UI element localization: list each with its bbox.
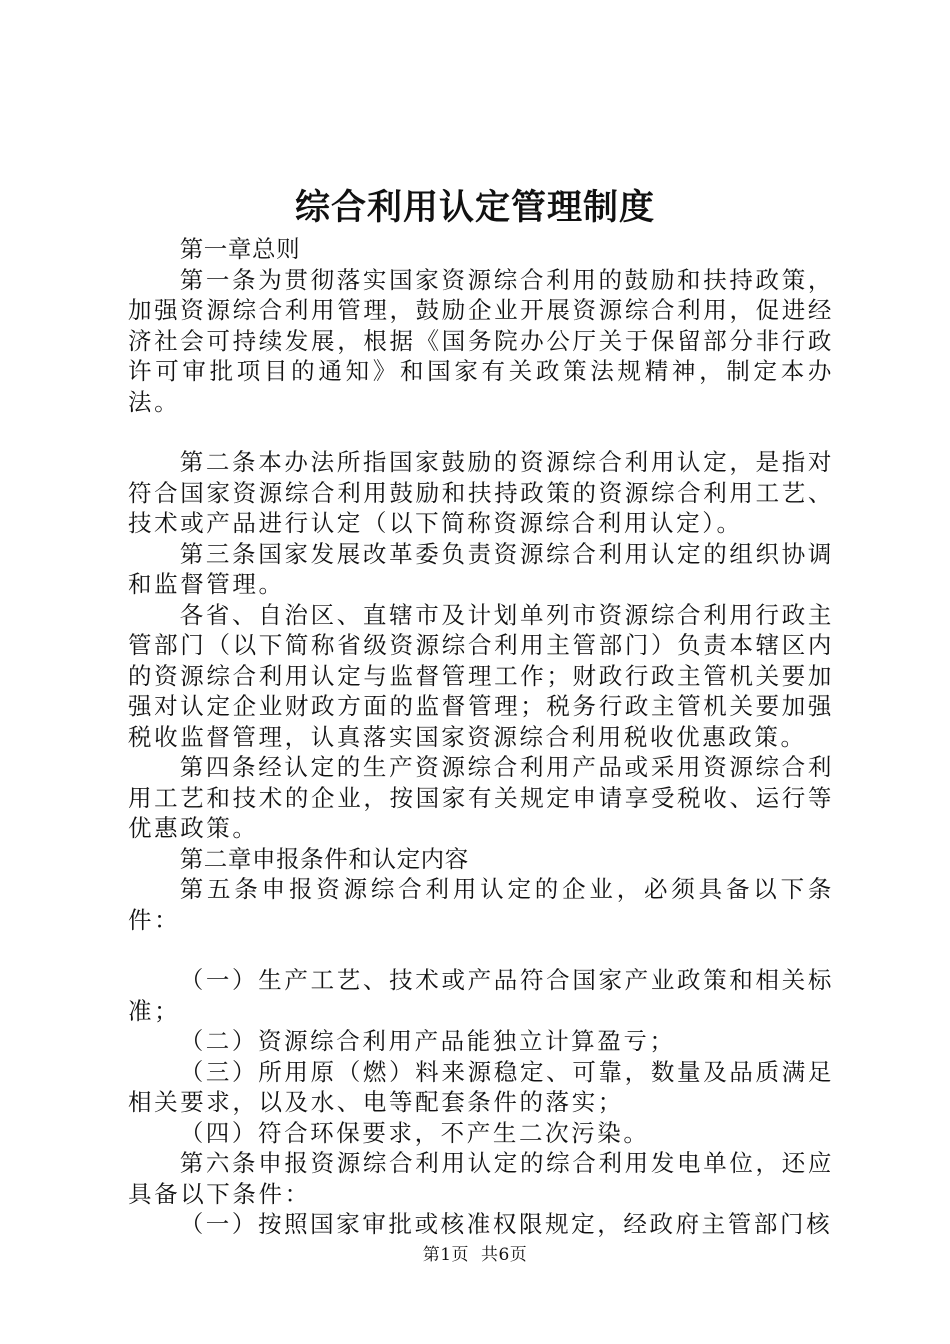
list-item-paragraph: （一）生产工艺、技术或产品符合国家产业政策和相关标准； [128, 966, 834, 1025]
page-footer [0, 1244, 950, 1266]
list-item-paragraph: （三）所用原（燃）料来源稳定、可靠，数量及品质满足相关要求，以及水、电等配套条件的落实； [128, 1057, 834, 1116]
chapter-heading: 第一章总则 [179, 235, 301, 263]
document-body [128, 234, 834, 1240]
article-paragraph: 各省、自治区、直辖市及计划单列市资源综合利用行政主管部门（以下简称省级资源综合利用主管部门）负责本辖区内的资源综合利用认定与监督管理工作；财政行政主管机关要加强对认定企业财政方面的监督管理；税务行政主管机关要加强税收监督管理，认真落实国家资源综合利用税收优惠政策。 [128, 600, 834, 751]
page-total: 共6页 [480, 1245, 528, 1265]
list-item-paragraph: （四）符合环保要求，不产生二次污染。 [179, 1118, 650, 1147]
article-paragraph: 第五条申报资源综合利用认定的企业，必须具备以下条件： [128, 875, 834, 934]
document-title: 综合利用认定管理制度 [294, 187, 655, 228]
article-paragraph: 第四条经认定的生产资源综合利用产品或采用资源综合利用工艺和技术的企业，按国家有关规定申请享受税收、运行等优惠政策。 [128, 753, 834, 842]
list-item-paragraph: （一）按照国家审批或核准权限规定，经政府主管部门核 [179, 1210, 833, 1238]
page-number: 第1页 [422, 1245, 470, 1265]
article-paragraph: 第三条国家发展改革委负责资源综合利用认定的组织协调和监督管理。 [128, 539, 834, 598]
article-paragraph: 第一条为贯彻落实国家资源综合利用的鼓励和扶持政策，加强资源综合利用管理，鼓励企业开展资源综合利用，促进经济社会可持续发展，根据《国务院办公厅关于保留部分非行政许可审批项目的通知》和国家有关政策法规精神，制定本办法。 [128, 265, 834, 416]
article-paragraph: 第二条本办法所指国家鼓励的资源综合利用认定，是指对符合国家资源综合利用鼓励和扶持政策的资源综合利用工艺、技术或产品进行认定（以下简称资源综合利用认定）。 [128, 448, 834, 537]
list-item-paragraph: （二）资源综合利用产品能独立计算盈亏； [179, 1027, 676, 1055]
chapter-heading: 第二章申报条件和认定内容 [179, 844, 469, 873]
article-paragraph: 第六条申报资源综合利用认定的综合利用发电单位，还应具备以下条件： [128, 1149, 834, 1208]
